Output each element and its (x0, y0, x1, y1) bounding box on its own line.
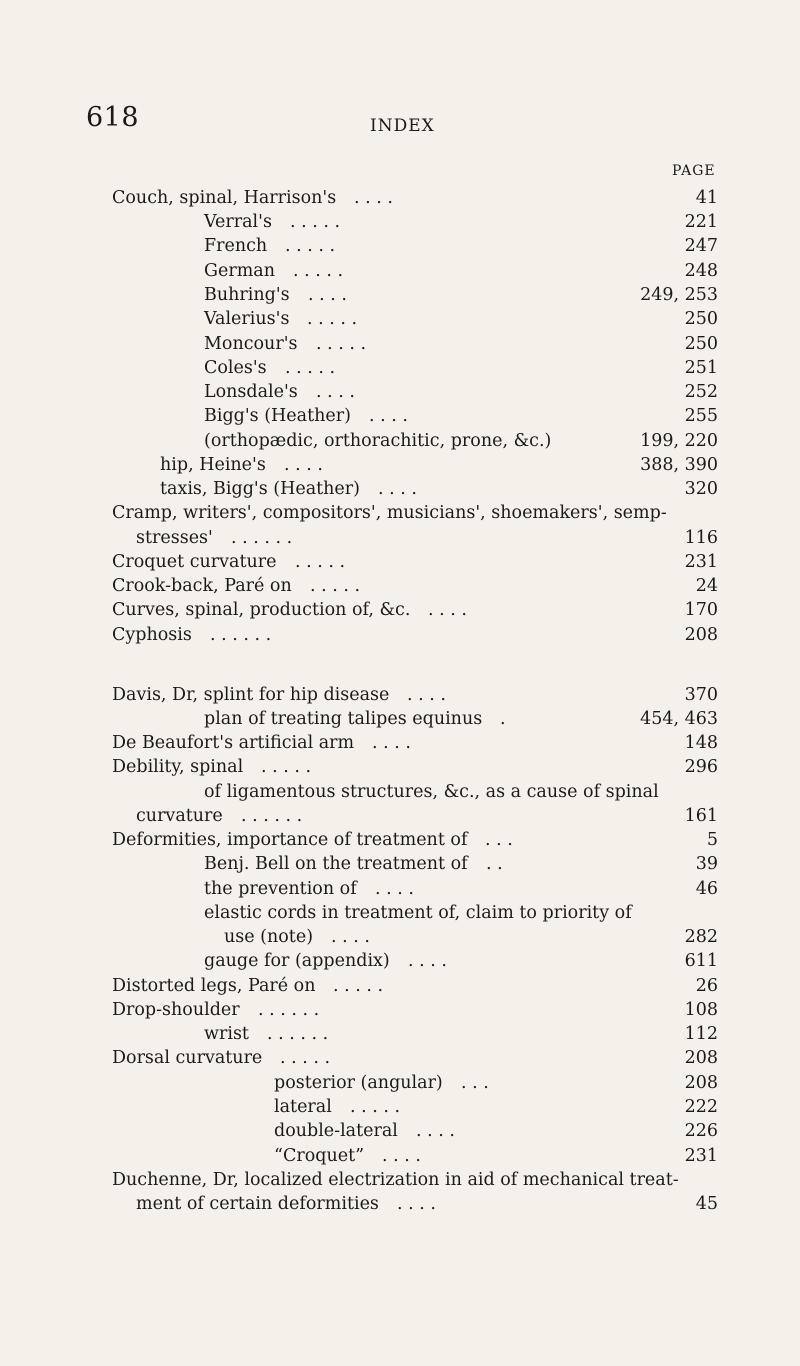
page-reference: 611 (684, 951, 718, 971)
page-reference: 41 (695, 188, 718, 208)
entry-text: use (note) (224, 927, 314, 947)
page-reference: 247 (684, 236, 718, 256)
entry-text: Curves, spinal, production of, &c. (112, 600, 411, 620)
page-reference: 161 (684, 806, 718, 826)
leader-dots: . . . . (369, 406, 408, 426)
index-entry (0, 755, 800, 779)
entry-text: the prevention of (204, 879, 357, 899)
page-reference: 248 (684, 261, 718, 281)
page-reference: 320 (684, 479, 718, 499)
index-entry (0, 707, 800, 731)
entry-text: curvature (136, 806, 223, 826)
leader-dots: . . . . . (285, 236, 336, 256)
page-reference: 208 (684, 1048, 718, 1068)
page-reference: 252 (684, 382, 718, 402)
index-entry (0, 574, 800, 598)
entry-text: hip, Heine's (160, 455, 266, 475)
entry-text: plan of treating talipes equinus (204, 709, 483, 729)
leader-dots: . . . . (397, 1194, 436, 1214)
leader-dots: . . . . (354, 188, 393, 208)
entry-text: taxis, Bigg's (Heather) (160, 479, 360, 499)
leader-dots: . . . . (407, 685, 446, 705)
entry-text: Verral's (204, 212, 272, 232)
leader-dots: . . . . . (295, 552, 346, 572)
entry-text: “Croquet” (274, 1146, 365, 1166)
leader-dots: . . . . . (290, 212, 341, 232)
leader-dots: . . . . . (333, 976, 384, 996)
index-entry (0, 925, 800, 949)
entry-text: Bigg's (Heather) (204, 406, 351, 426)
index-entry (0, 356, 800, 380)
leader-dots: . . . . . (293, 261, 344, 281)
leader-dots: . . . (485, 830, 513, 850)
index-entry (0, 501, 800, 525)
leader-dots: . . (486, 854, 503, 874)
index-entry (0, 283, 800, 307)
entry-text: Dorsal curvature (112, 1048, 263, 1068)
page-reference: 222 (684, 1097, 718, 1117)
page-number: 618 (86, 102, 140, 133)
index-entry (0, 380, 800, 404)
leader-dots: . . . (461, 1073, 489, 1093)
page-reference: 250 (684, 334, 718, 354)
entry-text: (orthopædic, orthorachitic, prone, &c.) (204, 431, 552, 451)
entry-text: Distorted legs, Paré on (112, 976, 316, 996)
index-entry (0, 307, 800, 331)
index-entry (0, 477, 800, 501)
index-entry (0, 974, 800, 998)
entry-text: Coles's (204, 358, 267, 378)
index-entry (0, 998, 800, 1022)
entry-text: wrist (204, 1024, 249, 1044)
entry-text: Moncour's (204, 334, 298, 354)
leader-dots: . . . . (378, 479, 417, 499)
index-entry (0, 1119, 800, 1143)
page-reference: 148 (684, 733, 718, 753)
leader-dots: . . . . . (316, 334, 367, 354)
page-reference: 208 (684, 1073, 718, 1093)
page-reference: 255 (684, 406, 718, 426)
index-entry (0, 1168, 800, 1192)
page-reference: 250 (684, 309, 718, 329)
index-entry (0, 1071, 800, 1095)
entry-text: Debility, spinal (112, 757, 244, 777)
leader-dots: . . . . (284, 455, 323, 475)
leader-dots: . . . . (308, 285, 347, 305)
page-reference: 199, 220 (640, 431, 718, 451)
leader-dots: . (500, 709, 506, 729)
leader-dots: . . . . . . (267, 1024, 329, 1044)
leader-dots: . . . . (375, 879, 414, 899)
leader-dots: . . . . (316, 382, 355, 402)
index-entry (0, 598, 800, 622)
page-reference: 39 (695, 854, 718, 874)
entry-text: De Beaufort's artificial arm (112, 733, 355, 753)
entry-text: Cramp, writers', compositors', musicians', shoemakers', semp- (112, 503, 667, 523)
index-entry (0, 731, 800, 755)
leader-dots: . . . . (408, 951, 447, 971)
index-entry (0, 332, 800, 356)
leader-dots: . . . . . . (258, 1000, 320, 1020)
page-reference: 388, 390 (640, 455, 718, 475)
leader-dots: . . . . (416, 1121, 455, 1141)
entry-text: posterior (angular) (274, 1073, 443, 1093)
index-entry (0, 259, 800, 283)
leader-dots: . . . . . (350, 1097, 401, 1117)
entry-text: Couch, spinal, Harrison's (112, 188, 337, 208)
entry-text: Deformities, importance of treatment of (112, 830, 468, 850)
page-reference: 282 (684, 927, 718, 947)
page-reference: 170 (684, 600, 718, 620)
page-reference: 26 (695, 976, 718, 996)
page-reference: 5 (706, 830, 718, 850)
entry-text: German (204, 261, 275, 281)
page-column-label: PAGE (672, 163, 716, 179)
page-reference: 251 (684, 358, 718, 378)
index-entry (0, 210, 800, 234)
entry-text: Cyphosis (112, 625, 192, 645)
leader-dots: . . . . . . (210, 625, 272, 645)
page-reference: 231 (684, 552, 718, 572)
index-entry (0, 901, 800, 925)
entry-text: lateral (274, 1097, 332, 1117)
index-entry (0, 780, 800, 804)
entry-text: stresses' (136, 528, 213, 548)
entry-text: Croquet curvature (112, 552, 277, 572)
page-reference: 296 (684, 757, 718, 777)
page-reference: 46 (695, 879, 718, 899)
index-entry (0, 949, 800, 973)
index-entry (0, 429, 800, 453)
entry-text: Drop-shoulder (112, 1000, 240, 1020)
entry-text: Duchenne, Dr, localized electrization in aid of mechanical treat- (112, 1170, 679, 1190)
page-reference: 231 (684, 1146, 718, 1166)
index-entry (0, 1144, 800, 1168)
page-reference: 24 (695, 576, 718, 596)
index-entry (0, 186, 800, 210)
index-entry (0, 683, 800, 707)
index-entry (0, 623, 800, 647)
index-entry (0, 404, 800, 428)
entry-text: Benj. Bell on the treatment of (204, 854, 468, 874)
leader-dots: . . . . . (261, 757, 312, 777)
page-reference: 116 (684, 528, 718, 548)
index-entry (0, 453, 800, 477)
entry-text: elastic cords in treatment of, claim to priority of (204, 903, 632, 923)
page-reference: 45 (695, 1194, 718, 1214)
entry-text: ment of certain deformities (136, 1194, 379, 1214)
entry-text: double-lateral (274, 1121, 398, 1141)
page-reference: 454, 463 (640, 709, 718, 729)
running-head: INDEX (370, 116, 435, 136)
leader-dots: . . . . (331, 927, 370, 947)
index-entry (0, 804, 800, 828)
index-entry (0, 877, 800, 901)
page-reference: 370 (684, 685, 718, 705)
leader-dots: . . . . . (310, 576, 361, 596)
page-reference: 226 (684, 1121, 718, 1141)
page-reference: 108 (684, 1000, 718, 1020)
entry-text: Crook-back, Paré on (112, 576, 292, 596)
entry-text: Lonsdale's (204, 382, 298, 402)
entry-text: Davis, Dr, splint for hip disease (112, 685, 390, 705)
index-entry (0, 1095, 800, 1119)
index-entry (0, 550, 800, 574)
entry-text: gauge for (appendix) (204, 951, 390, 971)
entry-text: Valerius's (204, 309, 290, 329)
page-reference: 112 (684, 1024, 718, 1044)
index-entry (0, 1046, 800, 1070)
leader-dots: . . . . (428, 600, 467, 620)
entry-text: French (204, 236, 268, 256)
entry-text: Buhring's (204, 285, 290, 305)
leader-dots: . . . . . (307, 309, 358, 329)
index-entry (0, 1022, 800, 1046)
entry-text: of ligamentous structures, &c., as a cause of spinal (204, 782, 659, 802)
page-reference: 221 (684, 212, 718, 232)
index-entry (0, 1192, 800, 1216)
page-reference: 249, 253 (640, 285, 718, 305)
leader-dots: . . . . . (285, 358, 336, 378)
index-entry (0, 526, 800, 550)
leader-dots: . . . . (372, 733, 411, 753)
leader-dots: . . . . (382, 1146, 421, 1166)
index-entry (0, 852, 800, 876)
index-entry (0, 234, 800, 258)
leader-dots: . . . . . . (231, 528, 293, 548)
leader-dots: . . . . . (280, 1048, 331, 1068)
index-entry (0, 828, 800, 852)
leader-dots: . . . . . . (241, 806, 303, 826)
page-reference: 208 (684, 625, 718, 645)
